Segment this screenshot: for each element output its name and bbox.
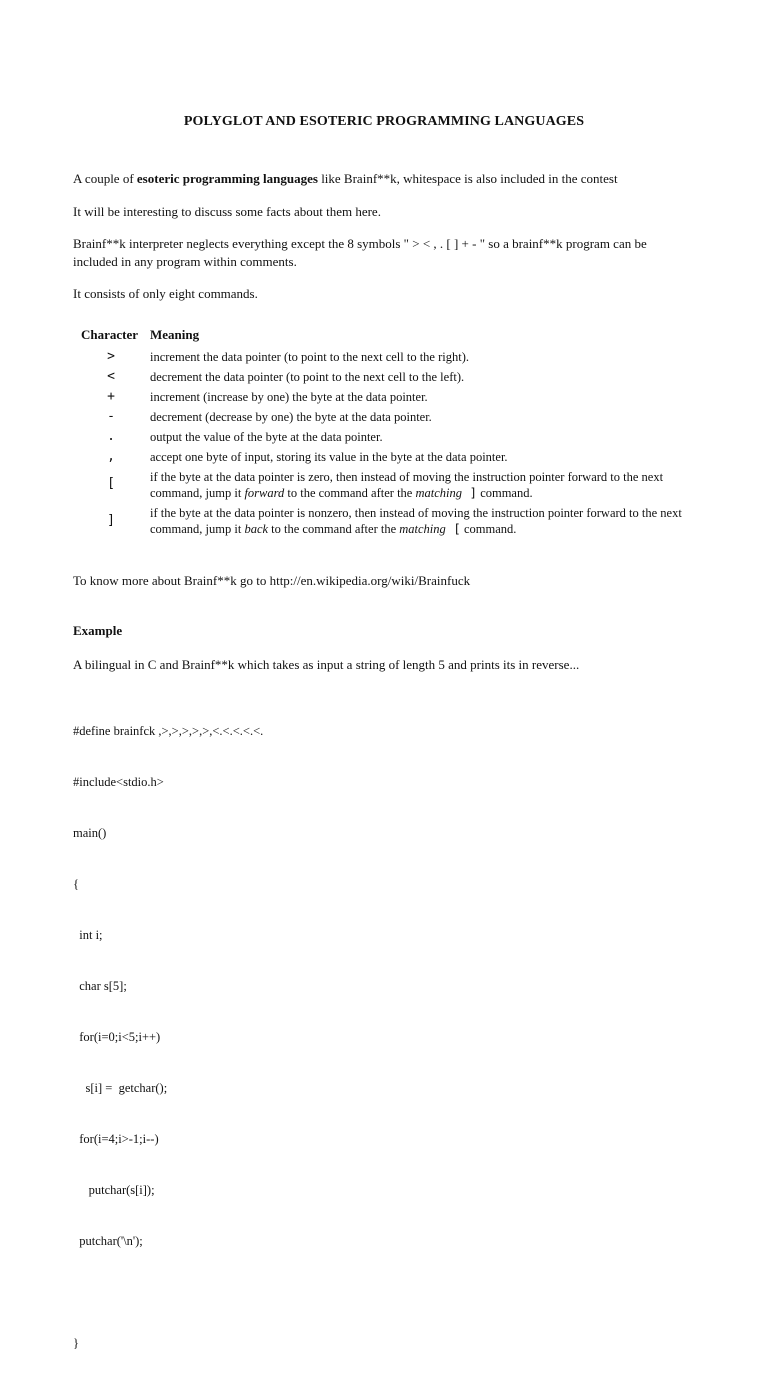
meaning-text: if the byte at the data pointer is zero, then instead of moving the instruction pointer forward to the next command, jump it [150,470,664,500]
example-heading: Example [73,623,123,638]
code-line: s[i] = getchar(); [73,1081,168,1095]
example-description: A bilingual in C and Brainf**k which takes as input a string of length 5 and prints its in reverse... [73,657,580,672]
meaning-emphasis: matching [399,522,446,536]
intro-paragraph [73,170,618,188]
meaning-emphasis: back [244,522,269,536]
command-symbol: + [107,389,115,404]
command-meaning [150,469,690,501]
intro-prefix: A couple of [73,171,137,186]
interpreter-paragraph: Brainf**k interpreter neglects everything except the 8 symbols " > < , . [ ] + - " so a brainf**k program can be included in any program within comments. [73,236,647,269]
intro-suffix: like Brainf**k, whitespace is also included in the contest [317,171,618,186]
code-line: int i; [73,928,103,942]
code-line: putchar('\n'); [73,1234,143,1248]
meaning-symbol: ] [462,485,478,500]
command-meaning [150,505,690,537]
code-line: #include<stdio.h> [73,775,164,789]
command-symbol: > [107,349,115,364]
meaning-text: command. [477,486,533,500]
table-header-meaning: Meaning [150,327,200,342]
command-symbol: < [107,369,115,384]
code-line: for(i=4;i>-1;i--) [73,1132,159,1146]
page-title: POLYGLOT AND ESOTERIC PROGRAMMING LANGUAGES [183,114,585,129]
code-line: main() [73,826,107,840]
intro-bold-term: esoteric programming languages [136,171,318,186]
meaning-emphasis: matching [415,486,462,500]
meaning-text: to the command after the [268,522,400,536]
code-line: { [73,877,79,891]
command-meaning: decrement the data pointer (to point to the next cell to the left). [150,370,465,384]
code-line: #define brainfck ,>,>,>,>,>,<.<.<.<.<. [73,724,264,738]
meaning-symbol: [ [445,521,461,536]
command-meaning: output the value of the byte at the data pointer. [150,430,383,444]
command-symbol: ] [107,513,115,528]
meaning-text: command. [460,522,517,536]
code-listing [73,689,263,1386]
command-meaning: increment the data pointer (to point to the next cell to the right). [150,350,470,364]
code-line: } [73,1336,79,1350]
command-symbol: - [107,409,115,424]
table-header-character: Character [81,327,139,342]
command-symbol: . [107,429,115,444]
command-symbol: , [107,449,115,464]
eight-commands-paragraph: It consists of only eight commands. [73,286,258,301]
command-meaning: increment (increase by one) the byte at the data pointer. [150,390,428,404]
code-line [73,1284,263,1301]
meaning-text: to the command after the [284,486,416,500]
command-symbol: [ [107,476,115,491]
command-meaning: accept one byte of input, storing its value in the byte at the data pointer. [150,450,508,464]
facts-paragraph: It will be interesting to discuss some facts about them here. [73,204,381,219]
code-line: char s[5]; [73,979,127,993]
meaning-text: if the byte at the data pointer is nonzero, then instead of moving the instruction pointer forward to the next command, jump it [150,506,682,536]
command-meaning: decrement (decrease by one) the byte at the data pointer. [150,410,432,424]
meaning-emphasis: forward [244,486,285,500]
code-line: putchar(s[i]); [73,1183,155,1197]
code-line: for(i=0;i<5;i++) [73,1030,161,1044]
more-info-paragraph: To know more about Brainf**k go to http://en.wikipedia.org/wiki/Brainfuck [73,573,471,588]
